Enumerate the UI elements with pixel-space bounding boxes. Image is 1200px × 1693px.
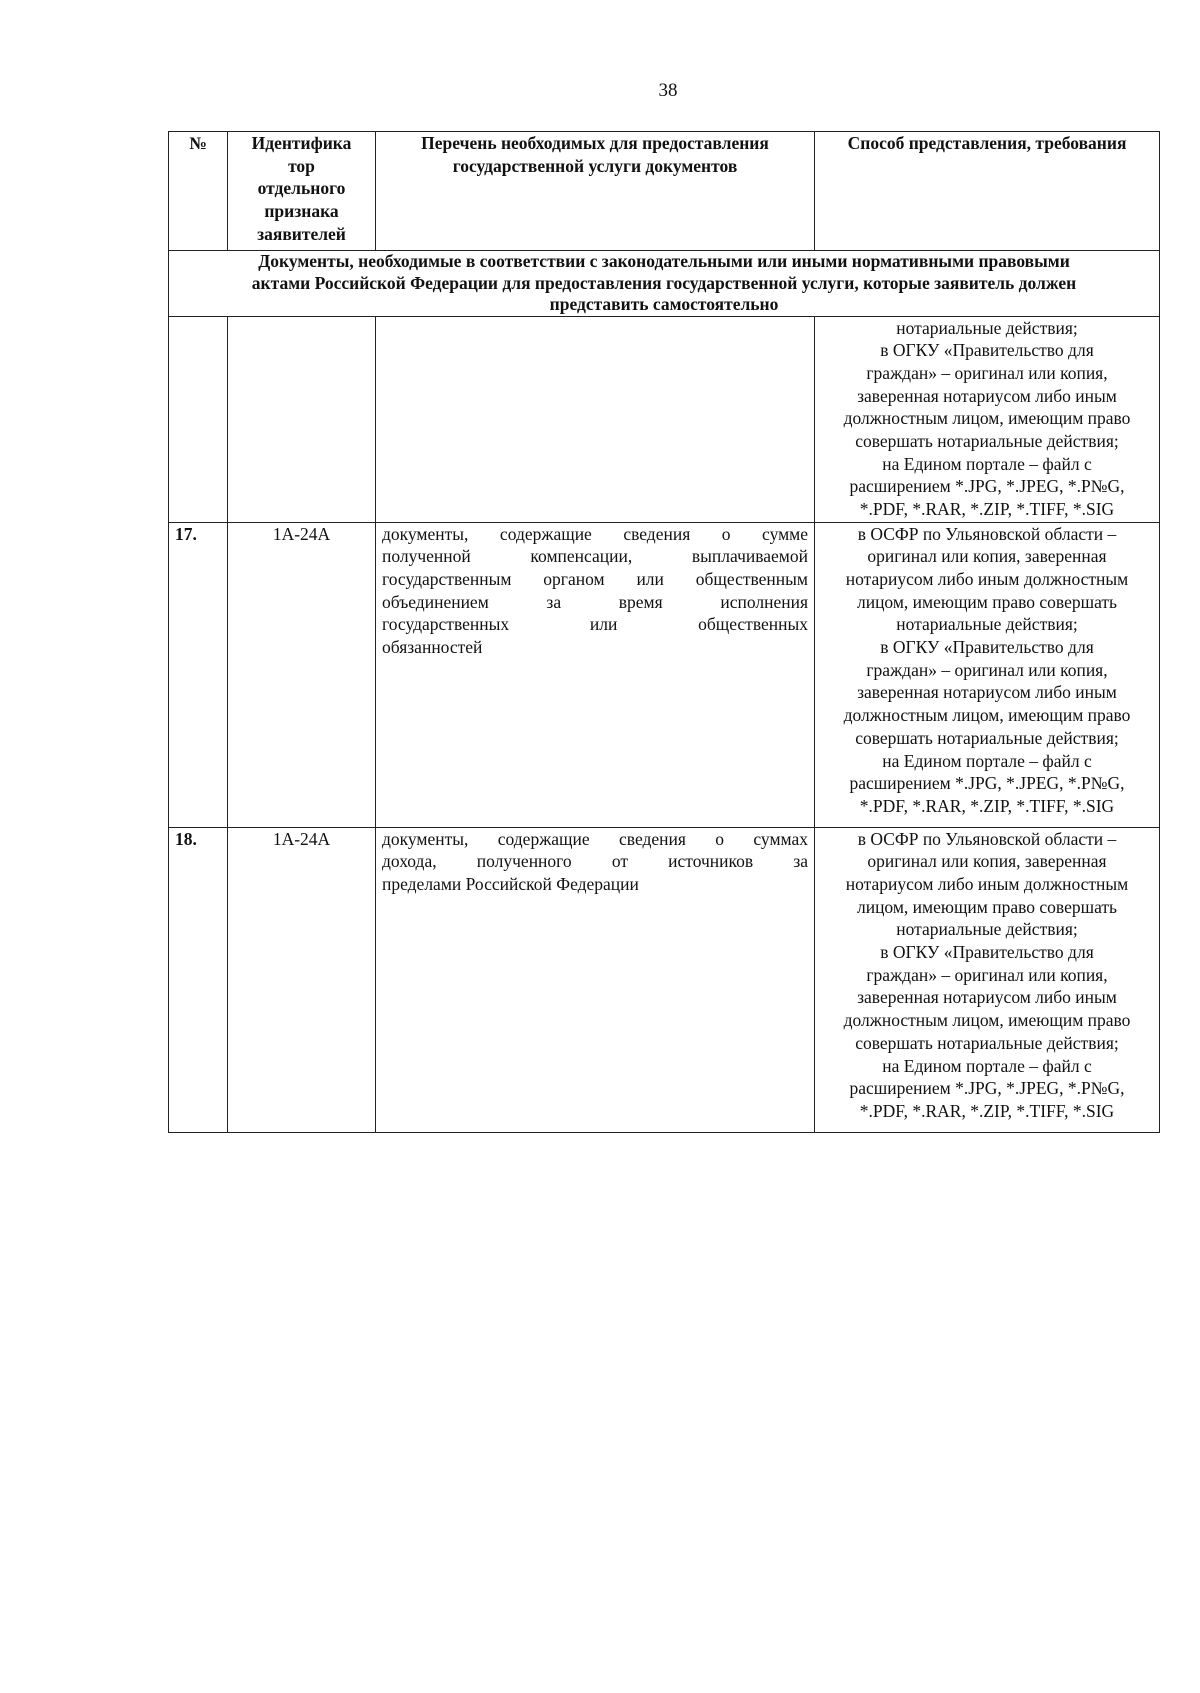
- header-identifier-line: тор: [288, 155, 315, 176]
- table-row: [169, 827, 1160, 1132]
- cell-method: [815, 827, 1160, 1132]
- header-num: №: [169, 132, 228, 251]
- header-identifier-line: признака: [264, 201, 339, 222]
- documents-line: документы, содержащие сведения о сумме: [382, 523, 808, 544]
- cell-documents: [376, 522, 815, 827]
- method-line: нотариальные действия;: [896, 614, 1078, 635]
- section-heading-line: актами Российской Федерации для предоставления государственной услуги, которые заявитель должен: [251, 272, 1077, 293]
- method-line: оригинал или копия, заверенная: [867, 546, 1107, 567]
- section-heading-line: Документы, необходимые в соответствии с законодательными или иными нормативными правовыми: [258, 251, 1070, 271]
- section-heading-row: [169, 251, 1160, 317]
- cell-identifier: 1А-24А: [228, 827, 376, 1132]
- documents-line: обязанностей: [382, 637, 483, 658]
- method-line: оригинал или копия, заверенная: [867, 851, 1107, 872]
- documents-line: пределами Российской Федерации: [382, 873, 639, 894]
- documents-line: документы, содержащие сведения о суммах: [382, 828, 808, 849]
- method-line: должностным лицом, имеющим право: [843, 705, 1131, 726]
- header-documents-line: государственной услуги документов: [452, 155, 738, 176]
- section-heading-line: представить самостоятельно: [549, 294, 779, 314]
- table-row: [169, 522, 1160, 827]
- method-line: совершать нотариальные действия;: [855, 727, 1119, 748]
- method-line: в ОСФР по Ульяновской области –: [857, 828, 1117, 849]
- method-line: нотариальные действия;: [896, 317, 1078, 338]
- method-line: заверенная нотариусом либо иным: [857, 987, 1117, 1008]
- method-line: на Едином портале – файл с: [882, 750, 1092, 771]
- method-line: совершать нотариальные действия;: [855, 1032, 1119, 1053]
- method-line: граждан» – оригинал или копия,: [866, 362, 1108, 383]
- cell-identifier: [228, 316, 376, 522]
- method-line: нотариусом либо иным должностным: [845, 873, 1129, 894]
- method-line: должностным лицом, имеющим право: [843, 408, 1131, 429]
- documents-table: [168, 131, 1160, 1133]
- table-header-row: [169, 132, 1160, 251]
- method-line: *.PDF, *.RAR, *.ZIP, *.TIFF, *.SIG: [859, 795, 1115, 816]
- method-line: расширением *.JPG, *.JPEG, *.P№G,: [849, 476, 1125, 497]
- header-identifier-line: отдельного: [257, 178, 346, 199]
- method-line: нотариальные действия;: [896, 919, 1078, 940]
- cell-num: 18.: [169, 827, 228, 1132]
- method-line: *.PDF, *.RAR, *.ZIP, *.TIFF, *.SIG: [859, 1100, 1115, 1121]
- cell-documents: [376, 827, 815, 1132]
- documents-line: объединением за время исполнения: [382, 591, 808, 612]
- section-heading: [169, 251, 1160, 317]
- method-line: в ОГКУ «Правительство для: [880, 340, 1094, 361]
- header-documents: [376, 132, 815, 251]
- method-line: заверенная нотариусом либо иным: [857, 682, 1117, 703]
- method-line: нотариусом либо иным должностным: [845, 568, 1129, 589]
- cell-method: [815, 316, 1160, 522]
- method-line: в ОСФР по Ульяновской области –: [857, 523, 1117, 544]
- header-documents-line: Перечень необходимых для предоставления: [421, 133, 769, 153]
- method-line: лицом, имеющим право совершать: [856, 896, 1118, 917]
- documents-line: дохода, полученного от источников за: [382, 851, 808, 872]
- documents-line: государственным органом или общественным: [382, 568, 808, 589]
- cell-documents: [376, 316, 815, 522]
- method-line: *.PDF, *.RAR, *.ZIP, *.TIFF, *.SIG: [859, 499, 1115, 520]
- cell-identifier: 1А-24А: [228, 522, 376, 827]
- method-line: расширением *.JPG, *.JPEG, *.P№G,: [849, 773, 1125, 794]
- method-line: лицом, имеющим право совершать: [856, 591, 1118, 612]
- cell-num: 17.: [169, 522, 228, 827]
- method-line: в ОГКУ «Правительство для: [880, 637, 1094, 658]
- method-line: расширением *.JPG, *.JPEG, *.P№G,: [849, 1078, 1125, 1099]
- documents-line: государственных или общественных: [382, 614, 808, 635]
- header-identifier-line: Идентифика: [251, 133, 352, 153]
- method-line: на Едином портале – файл с: [882, 453, 1092, 474]
- method-line: граждан» – оригинал или копия,: [866, 659, 1108, 680]
- page-number: 38: [658, 80, 678, 101]
- header-identifier: [228, 132, 376, 251]
- method-line: должностным лицом, имеющим право: [843, 1010, 1131, 1031]
- documents-line: полученной компенсации, выплачиваемой: [382, 546, 808, 567]
- table-row-continuation: [169, 316, 1160, 522]
- header-identifier-line: заявителей: [257, 223, 346, 244]
- method-line: совершать нотариальные действия;: [855, 431, 1119, 452]
- method-line: заверенная нотариусом либо иным: [857, 385, 1117, 406]
- header-method: Способ представления, требования: [815, 132, 1160, 251]
- method-line: на Едином портале – файл с: [882, 1055, 1092, 1076]
- method-line: граждан» – оригинал или копия,: [866, 964, 1108, 985]
- cell-method: [815, 522, 1160, 827]
- cell-num: [169, 316, 228, 522]
- method-line: в ОГКУ «Правительство для: [880, 942, 1094, 963]
